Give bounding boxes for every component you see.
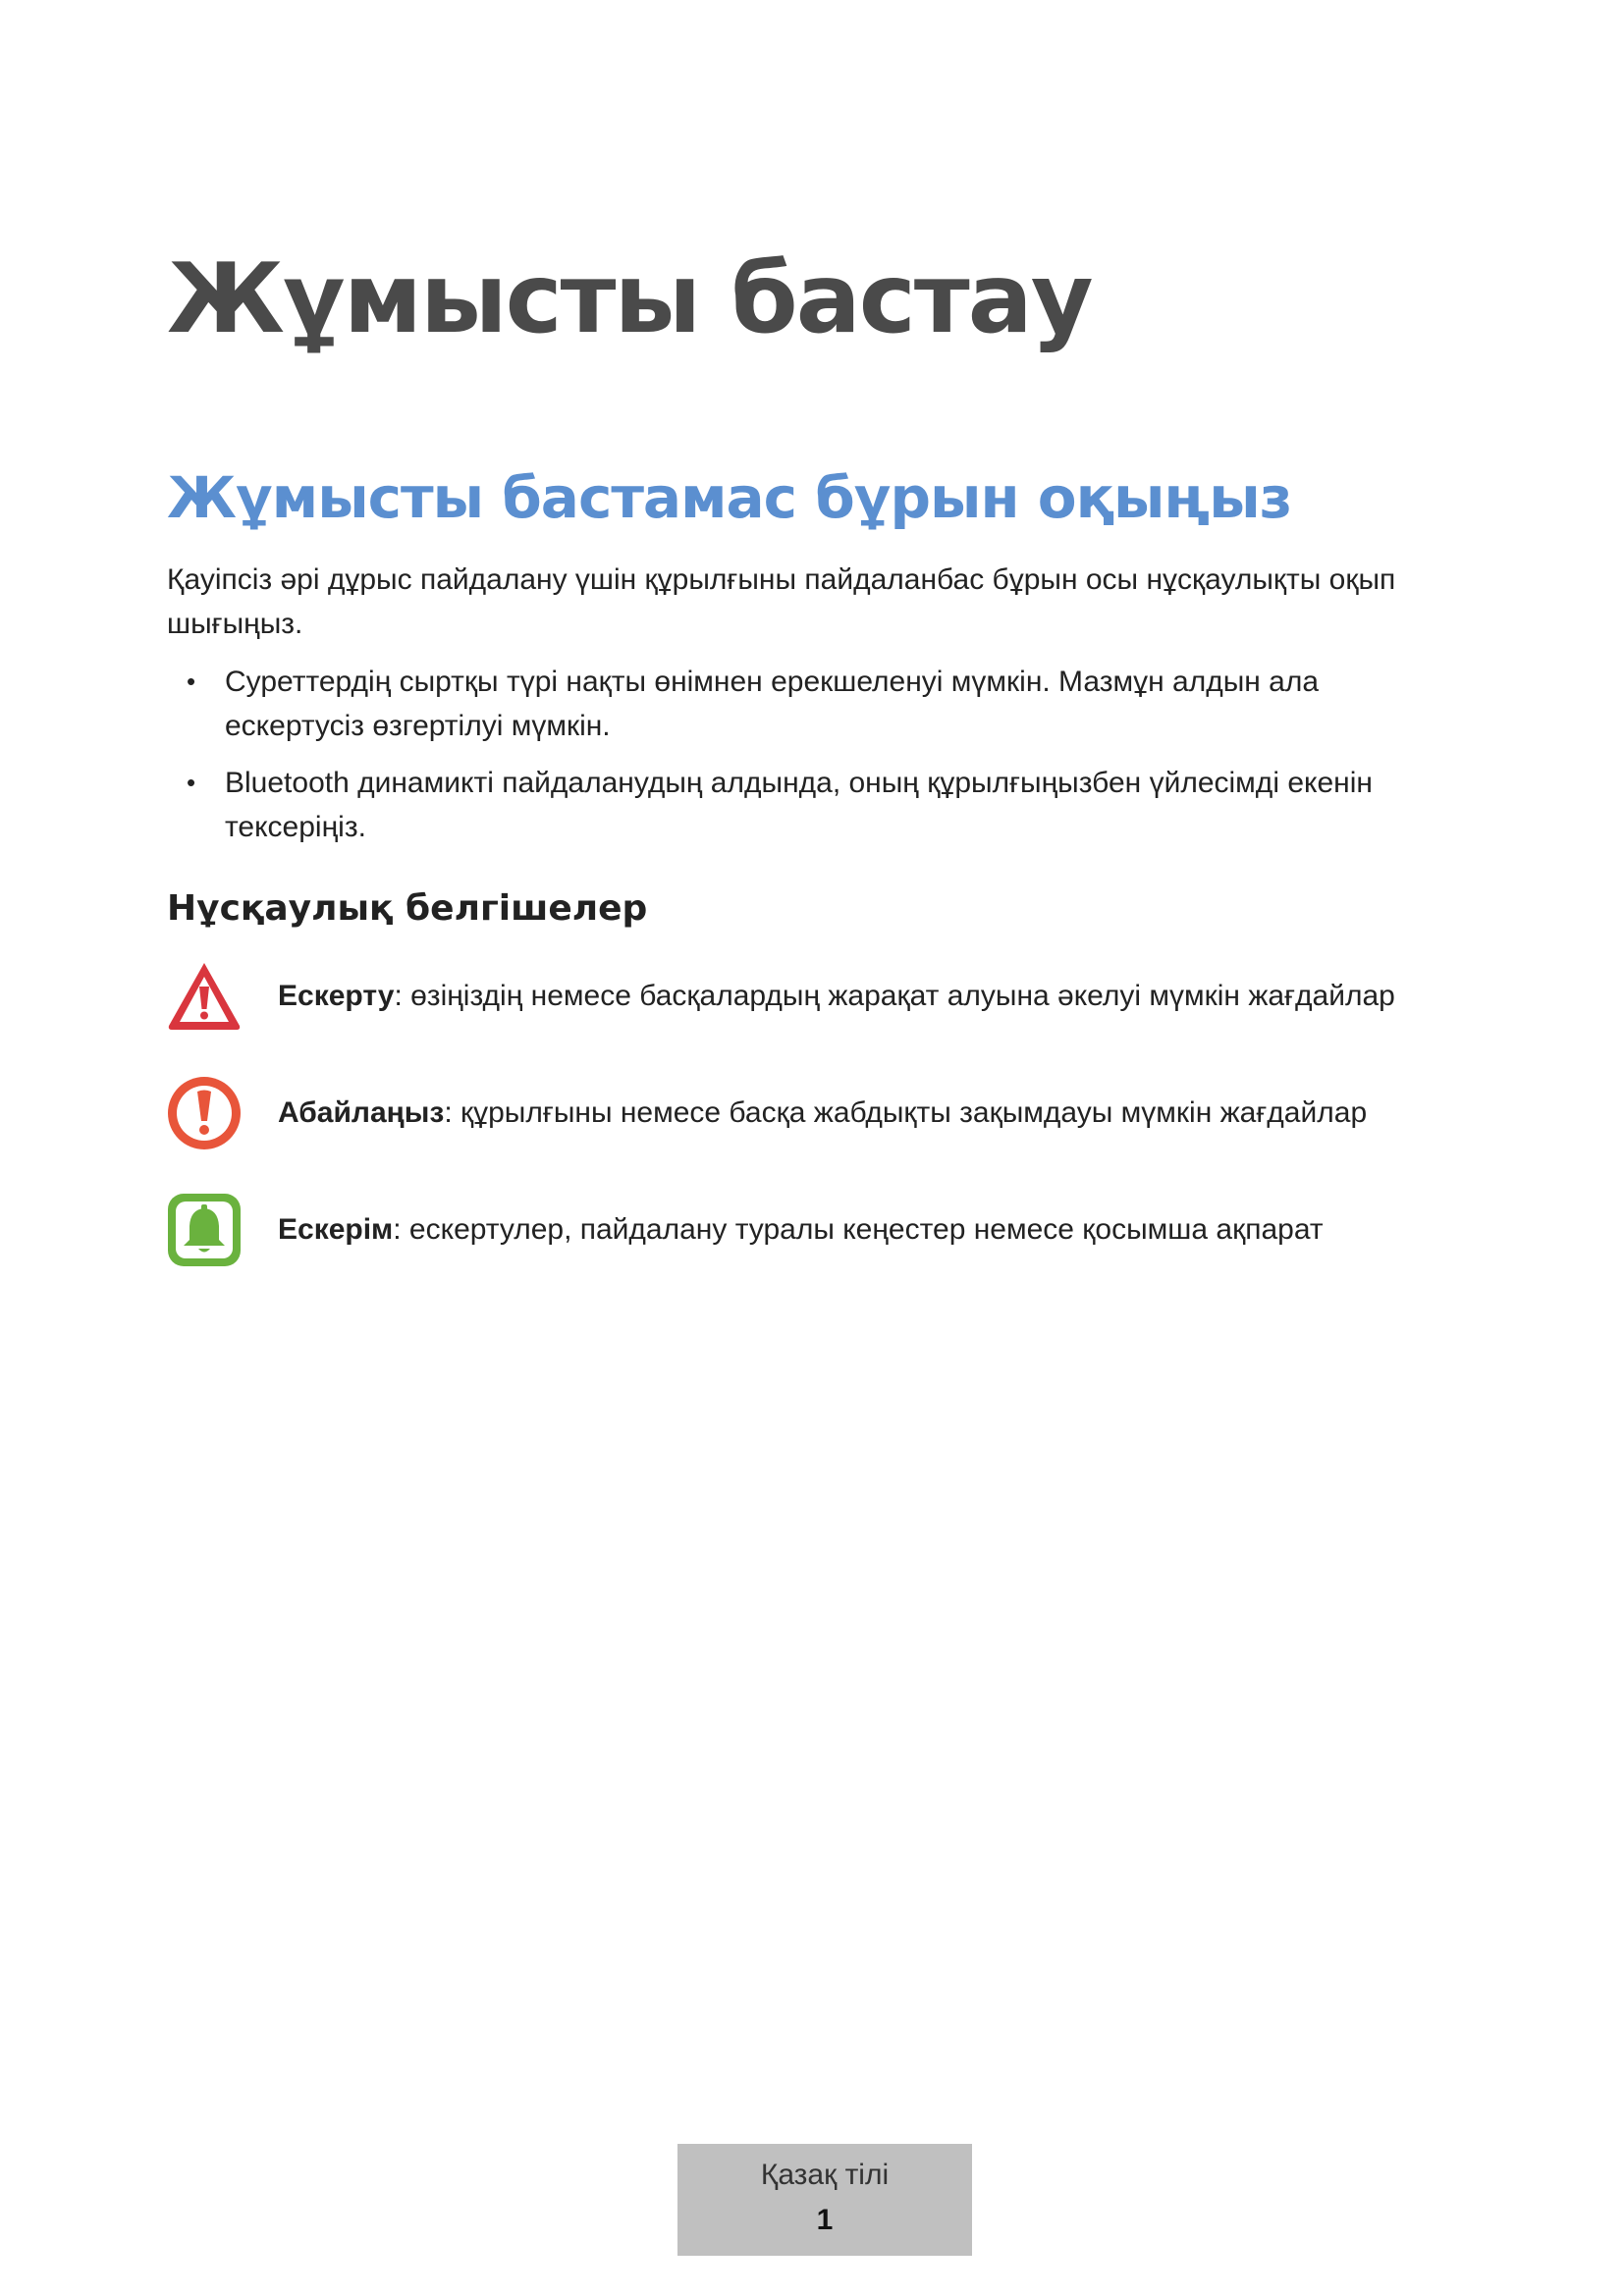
- icons-heading: Нұсқаулық белгішелер: [167, 888, 648, 929]
- notice-term: Ескерту: [278, 980, 395, 1012]
- notice-term: Абайлаңыз: [278, 1096, 445, 1129]
- notice-note-text: [278, 1191, 1324, 1269]
- section-title: Жұмысты бастамас бұрын оқыңыз: [167, 464, 1292, 531]
- intro-paragraph: Қауіпсіз әрі дұрыс пайдалану үшін құрылғыны пайдаланбас бұрын осы нұсқаулықты оқып шығыңыз.: [167, 563, 1396, 640]
- bullet-point: •: [187, 768, 196, 797]
- caution-circle-icon: [165, 1074, 244, 1152]
- warning-triangle-icon: [165, 957, 244, 1036]
- notice-caution: [165, 1074, 1490, 1152]
- notice-description: : ескертулер, пайдалану туралы кеңестер немесе қосымша ақпарат: [393, 1213, 1324, 1246]
- notice-term: Ескерім: [278, 1213, 394, 1246]
- notice-warning: [165, 957, 1490, 1036]
- list-item: [167, 660, 1443, 748]
- notice-description: : өзіңіздің немесе басқалардың жарақат алуына әкелуі мүмкін жағдайлар: [394, 980, 1395, 1012]
- notice-caution-text: [278, 1074, 1367, 1152]
- list-item: [167, 761, 1443, 849]
- notice-description: : құрылғыны немесе басқа жабдықты зақымдауы мүмкін жағдайлар: [444, 1096, 1368, 1129]
- page-number: 1: [816, 2204, 834, 2236]
- notice-note: [165, 1191, 1490, 1269]
- bullet-point: •: [187, 667, 196, 696]
- list-item-text: Суреттердің сыртқы түрі нақты өнімнен ерекшеленуі мүмкін. Мазмұн алдын ала ескертусіз өзгертілуі мүмкін.: [225, 666, 1320, 742]
- note-list: [167, 660, 1443, 862]
- notice-warning-text: [278, 957, 1395, 1036]
- page-footer: [677, 2144, 972, 2256]
- footer-language: Қазақ тілі: [760, 2159, 890, 2191]
- note-bell-icon: [165, 1191, 244, 1269]
- list-item-text: Bluetooth динамикті пайдаланудың алдында, оның құрылғыңызбен үйлесімді екенін тексеріңіз.: [225, 767, 1373, 843]
- chapter-title: Жұмысты бастау: [167, 243, 1092, 355]
